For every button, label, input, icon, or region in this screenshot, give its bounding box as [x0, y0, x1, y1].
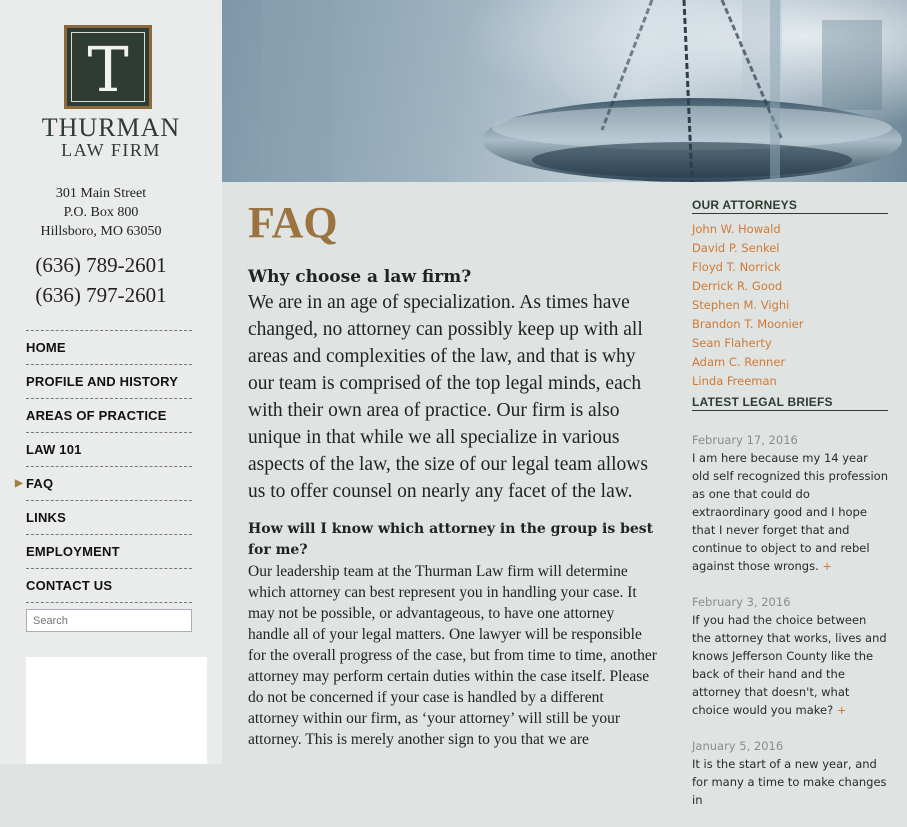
search-input[interactable]	[33, 610, 185, 631]
faq-question: Why choose a law firm?	[248, 267, 472, 287]
address-line: Hillsboro, MO 63050	[40, 224, 162, 239]
attorneys-heading: OUR ATTORNEYS	[692, 198, 888, 214]
firm-subname: LAW FIRM	[61, 140, 161, 160]
brief-excerpt: It is the start of a new year, and for many a time to make changes in	[692, 757, 887, 807]
firm-name: THURMAN	[41, 113, 181, 142]
attorney-link[interactable]: Adam C. Renner	[692, 355, 786, 369]
nav-item-areas-of-practice[interactable]	[26, 399, 192, 433]
faq-answer: We are in an age of specialization. As times have changed, no attorney can possibly keep up with all areas and complexities of the law, and that is why our team is comprised of the top legal minds, each with their own area of practice. Our firm is also unique in that while we all specialize in various aspects of the law, the size of our legal team allows us to offer counsel on nearly any facet of the law.	[248, 292, 648, 502]
nav-item-faq[interactable]	[15, 467, 192, 501]
attorney-link[interactable]: Floyd T. Norrick	[692, 260, 781, 274]
main-nav	[15, 330, 192, 603]
legal-brief	[692, 737, 888, 809]
attorney-link[interactable]: Stephen M. Vighi	[692, 298, 790, 312]
brief-date: February 3, 2016	[692, 595, 791, 609]
logo-letter: T	[71, 32, 145, 102]
firm-address	[10, 184, 192, 241]
legal-brief	[692, 431, 888, 575]
nav-item-label: AREAS OF PRACTICE	[26, 408, 167, 423]
brief-text	[692, 449, 888, 575]
faq-answer: Our leadership team at the Thurman Law firm will determine which attorney can best represent you in handling your case. It may not be possible, or advantageous, to have one attorney handle all of your legal matters. One lawyer will be responsible for the overall progress of the case, but from time to time, another attorney may perform certain duties within the case itself. Please do not be concerned if your case is handled by a different attorney within our firm, as ‘your attorney’ will still be your attorney. This is merely another sign to you that we are	[248, 563, 657, 748]
nav-item-label: LINKS	[26, 510, 66, 525]
legal-brief	[692, 593, 888, 719]
left-sidebar	[0, 0, 222, 764]
brief-text	[692, 755, 888, 809]
address-line: 301 Main Street	[55, 186, 147, 201]
nav-item-contact-us[interactable]	[26, 569, 192, 603]
attorney-link[interactable]: John W. Howald	[692, 222, 781, 236]
brief-excerpt: If you had the choice between the attorney that works, lives and knows Jefferson County like the back of their hand and the attorney that doesn't, what choice would you make?	[692, 613, 887, 717]
nav-item-label: PROFILE AND HISTORY	[26, 374, 179, 389]
read-more-link[interactable]: +	[822, 559, 833, 573]
attorney-list	[692, 220, 888, 391]
nav-item-label: LAW 101	[26, 442, 82, 457]
phone-number: (636) 797-2601	[35, 283, 167, 307]
briefs-heading: LATEST LEGAL BRIEFS	[692, 395, 888, 411]
firm-logo[interactable]	[64, 25, 152, 109]
sidebar-blank-panel	[26, 657, 207, 764]
hero-image	[222, 0, 907, 182]
nav-item-label: EMPLOYMENT	[26, 544, 120, 559]
attorney-link[interactable]: Sean Flaherty	[692, 336, 772, 350]
main-content	[248, 196, 658, 750]
nav-item-links[interactable]	[26, 501, 192, 535]
nav-item-employment[interactable]	[26, 535, 192, 569]
faq-question: How will I know which attorney in the group is best for me?	[248, 521, 654, 558]
nav-item-label: HOME	[26, 340, 66, 355]
nav-item-home[interactable]	[26, 331, 192, 365]
address-line: P.O. Box 800	[63, 205, 139, 220]
active-arrow-icon: ▶	[15, 478, 23, 489]
brief-date: January 5, 2016	[692, 739, 784, 753]
nav-item-law-101[interactable]	[26, 433, 192, 467]
brief-excerpt: I am here because my 14 year old self recognized this profession as one that could do extraordinary good and I hope that I never forget that and continue to object to and rebel against those wrongs.	[692, 451, 888, 573]
read-more-link[interactable]: +	[836, 703, 847, 717]
brief-date: February 17, 2016	[692, 433, 798, 447]
attorney-link[interactable]: Derrick R. Good	[692, 279, 783, 293]
page-title: FAQ	[248, 198, 338, 247]
right-sidebar	[692, 198, 888, 827]
phone-number: (636) 789-2601	[35, 253, 167, 277]
scales-of-justice-image	[222, 0, 907, 182]
attorney-link[interactable]: David P. Senkel	[692, 241, 780, 255]
attorney-link[interactable]: Brandon T. Moonier	[692, 317, 804, 331]
attorney-link[interactable]: Linda Freeman	[692, 374, 777, 388]
brief-text	[692, 611, 888, 719]
nav-item-label: FAQ	[26, 476, 54, 491]
search-box[interactable]	[26, 609, 192, 632]
nav-item-label: CONTACT US	[26, 578, 113, 593]
nav-item-profile-and-history[interactable]	[26, 365, 192, 399]
